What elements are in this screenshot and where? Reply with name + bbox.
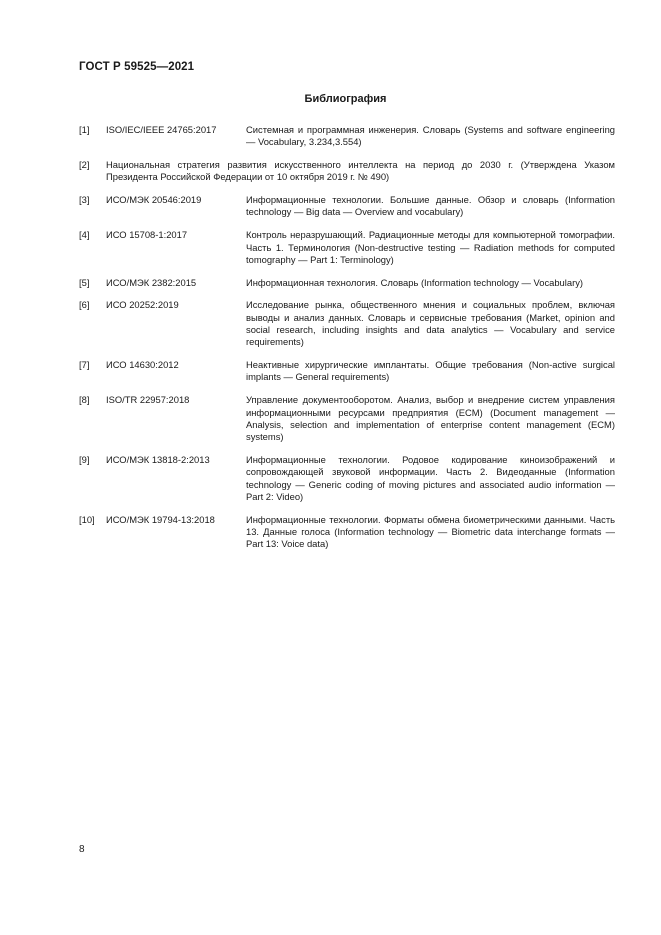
entry-reference: ИСО/МЭК 20546:2019 — [106, 194, 202, 206]
entry-text: Исследование рынка, общественного мнения и социальных проблем, включая выводы и анализ данных. Словарь и сервисные требования (Market, opinion and social research, including insights and data analytics — Vocabulary and service requirements) — [246, 299, 615, 348]
document-header: ГОСТ Р 59525—2021 — [79, 61, 195, 73]
entry-number: [4] — [79, 229, 90, 241]
bibliography-entry — [79, 159, 615, 184]
entry-text: Управление документооборотом. Анализ, выбор и внедрение систем управления информационными ресурсами предприятия (ECM) (Document management — Analysis, selection and implementation of enterprise content management (ECM) systems) — [246, 394, 615, 443]
entry-number: [8] — [79, 394, 90, 406]
entry-reference: ИСО/МЭК 19794-13:2018 — [106, 513, 215, 525]
entry-number: [3] — [79, 194, 90, 206]
entry-text: Информационные технологии. Родовое кодирование киноизображений и сопровождающей звуковой информации. Часть 2. Видеоданные (Information technology — Generic coding of moving pictures and associated audio information — Part 2: Video) — [246, 453, 615, 502]
entry-number: [9] — [79, 453, 90, 465]
bibliography-entry — [79, 454, 615, 503]
entry-number: [1] — [79, 124, 90, 135]
entry-text: Информационная технология. Словарь (Information technology — Vocabulary) — [246, 276, 583, 288]
bibliography-list — [79, 124, 615, 561]
bibliography-entry — [79, 299, 615, 348]
page-number: 8 — [79, 844, 85, 855]
entry-number: [5] — [79, 276, 90, 288]
entry-text: Информационные технологии. Большие данные. Обзор и словарь (Information technology — Big data — Overview and vocabulary) — [246, 194, 615, 218]
entry-number: [2] — [79, 159, 90, 171]
entry-text: Контроль неразрушающий. Радиационные методы для компьютерной томографии. Часть 1. Терминология (Non-destructive testing — Radiation methods for computed tomography — Part 1: Terminology) — [246, 229, 615, 265]
bibliography-entry — [79, 124, 615, 149]
section-title: Библиография — [304, 93, 387, 105]
bibliography-entry — [79, 277, 615, 289]
entry-text: Национальная стратегия развития искусственного интеллекта на период до 2030 г. (Утверждена Указом Президента Российской Федерации от 10 октября 2019 г. № 490) — [106, 159, 615, 183]
bibliography-entry — [79, 394, 615, 443]
entry-reference: ИСО/МЭК 13818-2:2013 — [106, 453, 210, 465]
entry-text: Неактивные хирургические имплантаты. Общие требования (Non-active surgical implants — General requirements) — [246, 359, 615, 383]
entry-number: [7] — [79, 359, 90, 371]
entry-reference: ИСО 20252:2019 — [106, 299, 179, 311]
bibliography-entry — [79, 359, 615, 384]
entry-text: Информационные технологии. Форматы обмена биометрическими данными. Часть 13. Данные голоса (Information technology — Biometric data interchange formats — Part 13: Voice data) — [246, 513, 615, 550]
entry-text: Системная и программная инженерия. Словарь (Systems and software engineering — Vocabulary, 3.234,3.554) — [246, 124, 615, 148]
bibliography-entry — [79, 514, 615, 551]
entry-reference: ИСО/МЭК 2382:2015 — [106, 276, 197, 288]
entry-reference: ISO/TR 22957:2018 — [106, 394, 190, 406]
bibliography-entry — [79, 194, 615, 219]
entry-reference: ИСО 14630:2012 — [106, 359, 179, 371]
entry-number: [10] — [79, 513, 95, 525]
entry-number: [6] — [79, 299, 90, 311]
entry-reference: ISO/IEC/IEEE 24765:2017 — [106, 124, 217, 135]
bibliography-entry — [79, 229, 615, 266]
entry-reference: ИСО 15708-1:2017 — [106, 229, 188, 241]
